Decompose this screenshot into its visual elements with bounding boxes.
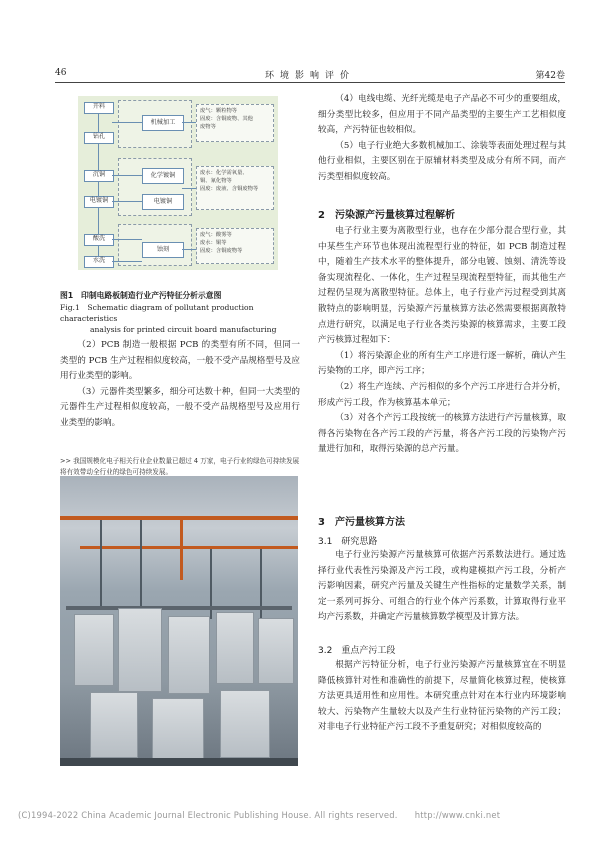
paragraph: （4）电线电缆、光纤光缆是电子产品必不可少的重要组成，细分类型比较多，但应用于不同产品类型的主要生产工艺相似度较高，产污特征也较相似。: [318, 94, 566, 136]
paragraph: （2）将生产连续、产污相似的多个产污工序进行合并分析，形成产污工段，作为核算基本单元；: [318, 381, 566, 408]
page-number: 46: [55, 68, 67, 78]
pollutant-note-line: 废物等: [200, 124, 216, 130]
pollutant-note-line: 废气：酸雾等: [200, 232, 232, 238]
stage-etching: 蚀刻: [142, 242, 184, 258]
factory-photo: [60, 476, 298, 766]
left-column-text: [60, 338, 300, 432]
process-step-copper-deposition: 沉铜: [84, 170, 114, 182]
photo-note: >> 我国规模化电子相关行业企业数量已超过 4 万家，电子行业的绿色可持续发展将有效带动全行业的绿色可持续发展。: [60, 457, 300, 476]
paragraph: （2）PCB 制造一般根据 PCB 的类型有所不同，但同一类型的 PCB 生产过程相似度较高，一般不受产品规格型号及应用行业类型的影响。: [60, 340, 300, 382]
figure-caption-chinese: 图1 印制电路板制造行业产污特征分析示意图: [60, 291, 222, 300]
hanger-rod: [100, 520, 102, 610]
pollutant-note-line: 固废：含铜废物、其他: [200, 116, 253, 122]
figure-caption-english-line-1: Fig.1 Schematic diagram of pollutant production characteristics: [60, 303, 254, 323]
right-column-top-text: [318, 92, 566, 186]
rack-panel: [118, 608, 162, 692]
process-step-copper-plating: 电镀铜: [84, 196, 114, 208]
paragraph: 根据产污特征分析，电子行业污染源产污量核算宜在不明显降低核算针对性和准确性的前提下，尽量简化核算过程，使核算方法更具适用性和应用性。本研究重点针对在本行业内环境影响较大、污染物产生量较大以及产生行业特征污染物的产污工段；对非电子行业特征产污工段不予重复研究；对相似度较高的: [318, 660, 566, 733]
rack-panel: [220, 690, 270, 758]
pollutant-note-line: 固废：废液、含铜废物等: [200, 186, 259, 192]
rail-support: [180, 520, 183, 580]
pollutant-note-1: [196, 104, 274, 142]
subsection-3-2-heading: 3.2 重点产污工段: [318, 646, 396, 656]
process-step-drilling: 钻孔: [84, 132, 114, 144]
rack-panel: [74, 614, 114, 686]
flow-connector: [112, 175, 142, 176]
flow-connector: [112, 122, 142, 123]
pollutant-note-line: 固废：含铜废物等: [200, 248, 243, 254]
figure-caption-english-line-2: analysis for printed circuit board manufacturing: [90, 325, 277, 334]
rack-panel: [216, 612, 254, 684]
running-header: [55, 68, 565, 82]
flow-connector: [182, 249, 196, 250]
rack-panel: [90, 692, 138, 758]
figure-caption-english: [60, 302, 300, 335]
paragraph: 电子行业污染源产污量核算可依据产污系数法进行。通过选择行业代表性污染源及产污工段，或构建模拟产污工段，分析产污影响因素，研究产污量及关键生产性指标的定量数学关系，制定一系列可拆分、可组合的行业个体产污系数，计算取得行业平均产污系数，并确定产污量核算数学模型及计算方法。: [318, 550, 566, 623]
stage-mechanical-processing: 机械加工: [142, 115, 184, 131]
paragraph: （5）电子行业绝大多数机械加工、涂装等表面处理过程与其他行业相似，主要区别在于原辅材料类型及成分有所不同，而产污类型相似度较高。: [318, 140, 566, 182]
pollutant-note-2: [196, 166, 274, 210]
subsection-3-1-body: [318, 548, 566, 626]
pollutant-note-line: 废气：颗粒物等: [200, 108, 238, 114]
flow-connector: [182, 122, 196, 123]
pollutant-note-line: 废水：化学需氧量、: [200, 170, 248, 176]
paragraph: （3）元器件类型繁多，细分可达数十种，但同一大类型的元器件生产过程相似度较高，一般不受产品规格型号及应用行业类型的影响。: [60, 386, 300, 428]
section-2-heading: 2 污染源产污量核算过程解析: [318, 210, 455, 221]
stage-chemical-copper-plating: 化学镀铜: [142, 168, 184, 184]
flow-connector: [112, 239, 142, 240]
rack-panel: [258, 618, 294, 684]
tank-edge: [60, 758, 298, 766]
subsection-3-1-heading: 3.1 研究思路: [318, 537, 378, 547]
rack-panel: [152, 698, 204, 760]
paragraph: 电子行业主要为离散型行业，也存在少部分混合型行业，其中某些生产环节也体现出流程型行业的特征，如 PCB 制造过程中，随着生产技术水平的整体提升，部分电镀、蚀刻、清洗等设备实现流程化、一体化，生产过程呈现流程型特征，而其他生产过程仍呈现为离散型特征。总体上，电子行业产污过程受到其离散特点的影响明显，污染源产污量核算方法必然需要根据离散特点进行研究，以满足电子行业各类污染源的核算需求，主要工段产污核算过程如下：: [318, 226, 566, 346]
pollutant-note-line: 铜、氰化物等: [200, 178, 232, 184]
paragraph: （3）对各个产污工段按统一的核算方法进行产污量核算，取得各污染物在各产污工段的产污量，将各产污工段的污染物产污量进行加和，取得污染源的总产污量。: [318, 413, 566, 455]
volume-label: 第42卷: [535, 71, 565, 81]
process-step-acid-wash: 酸洗: [84, 234, 114, 246]
flow-connector: [112, 261, 142, 262]
rack-panel: [168, 616, 210, 694]
copyright-footer: (C)1994-2022 China Academic Journal Electronic Publishing House. All rights reserved. http://www.cnki.net: [18, 810, 501, 820]
overhead-rail: [60, 516, 298, 520]
flow-connector: [112, 201, 142, 202]
pollutant-note-line: 废水：铜等: [200, 240, 227, 246]
paragraph: （1）将污染源企业的所有生产工序进行逐一解析，确认产生污染物的工序，即产污工序；: [318, 350, 566, 377]
header-rule: [55, 82, 565, 83]
pollutant-note-3: [196, 228, 274, 264]
overhead-rail: [80, 546, 298, 549]
section-3-heading: 3 产污量核算方法: [318, 517, 405, 528]
stage-copper-electroplating: 电镀铜: [142, 194, 184, 210]
journal-title: 环境影响评价: [264, 71, 355, 81]
rack-bar: [66, 606, 292, 610]
subsection-3-2-body: [318, 658, 566, 736]
section-2-body: [318, 224, 566, 458]
figure-1-diagram: [78, 96, 278, 270]
process-step-water-wash: 水洗: [84, 256, 114, 268]
flow-connector: [182, 188, 196, 189]
hanger-rod: [140, 520, 142, 610]
process-step-cutting: 开料: [84, 102, 114, 114]
